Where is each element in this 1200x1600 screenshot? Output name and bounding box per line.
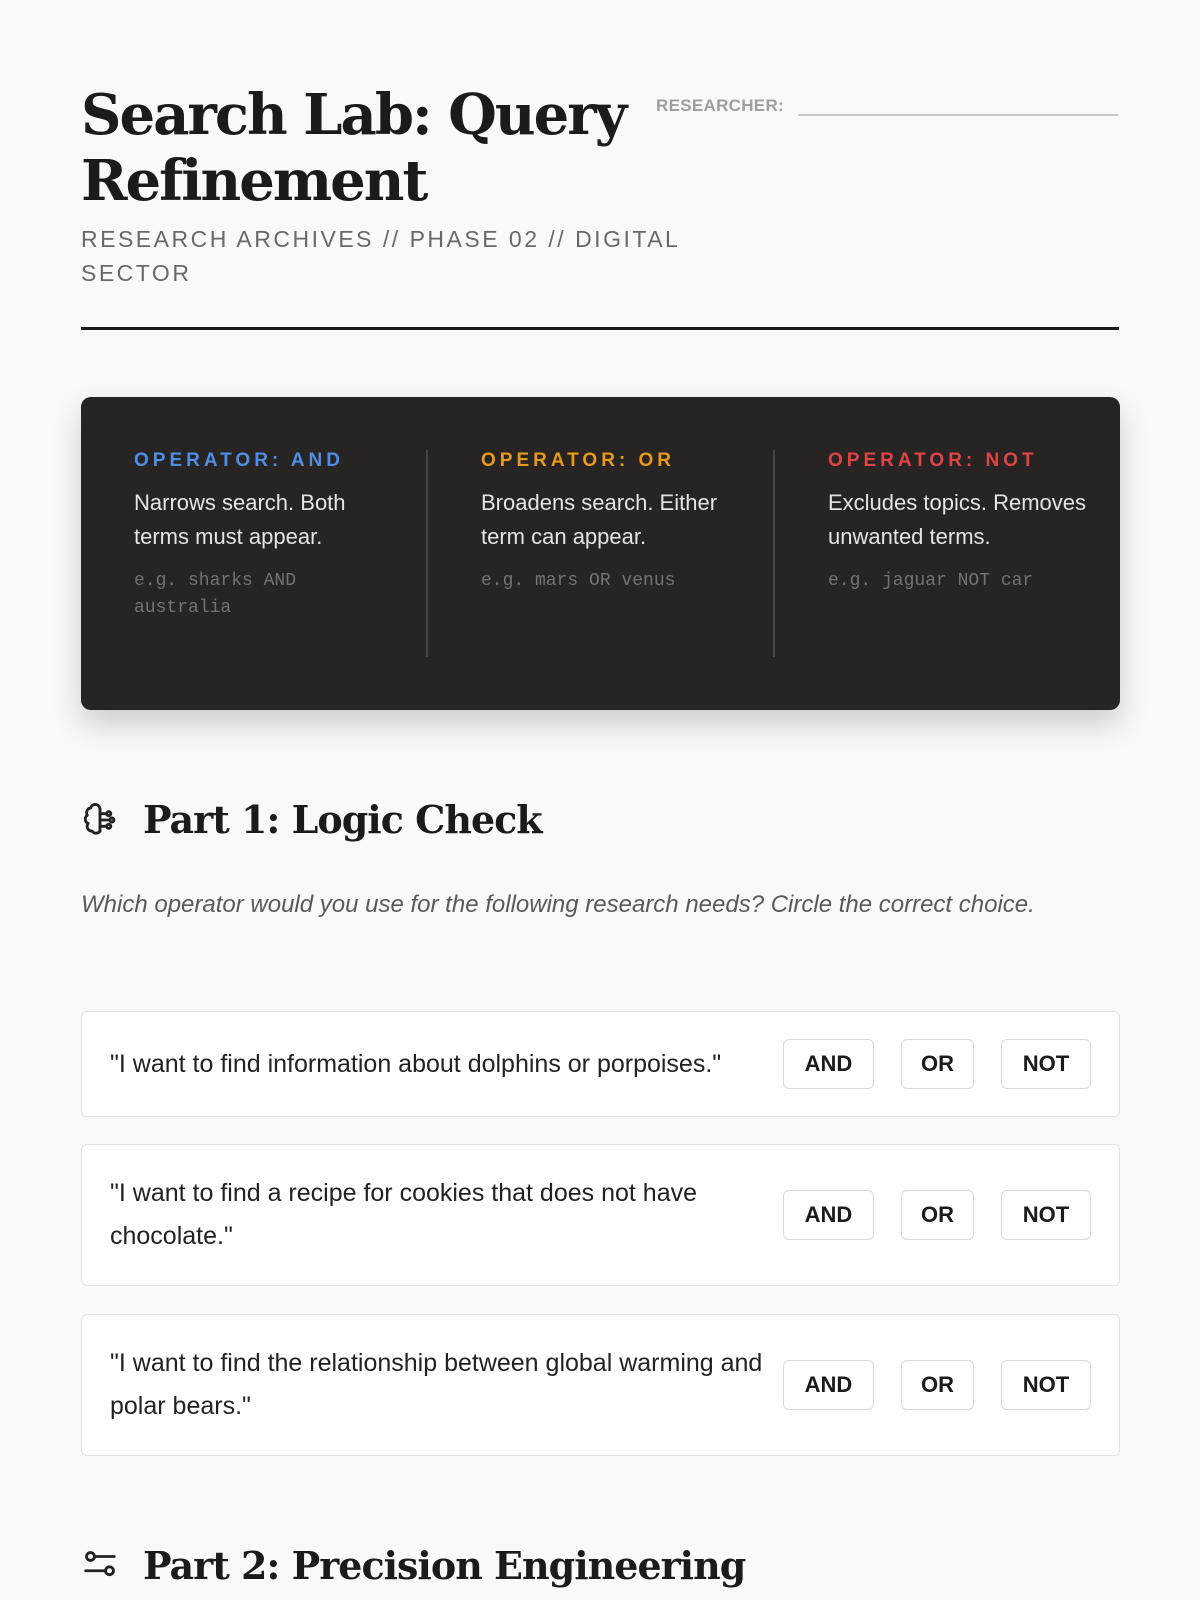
sliders-icon [81, 1547, 119, 1585]
operator-not-title: OPERATOR: NOT [828, 450, 1038, 471]
page-header [81, 0, 1119, 330]
question-3-not-button[interactable]: NOT [1001, 1360, 1091, 1410]
researcher-field-group [656, 88, 1118, 116]
researcher-label: RESEARCHER: [656, 96, 784, 115]
operator-not-description: Excludes topics. Removes unwanted terms. [828, 490, 1086, 549]
question-1-not-button[interactable]: NOT [1001, 1039, 1091, 1089]
question-card-3 [81, 1314, 1120, 1456]
question-2-not-button[interactable]: NOT [1001, 1190, 1091, 1240]
operator-and-example: e.g. sharks AND australia [134, 571, 297, 618]
operator-and-description: Narrows search. Both terms must appear. [134, 490, 346, 549]
operators-panel [81, 397, 1120, 710]
question-text-2: "I want to find a recipe for cookies that does not have chocolate." [110, 1179, 697, 1250]
question-3-choices [783, 1360, 1091, 1410]
question-1-choices [783, 1039, 1091, 1089]
operator-or-title: OPERATOR: OR [481, 450, 676, 471]
part1-title: Part 1: Logic Check [143, 797, 542, 842]
operator-and-title: OPERATOR: AND [134, 450, 344, 471]
operator-not-example: e.g. jaguar NOT car [828, 571, 1034, 591]
part1-instructions: Which operator would you use for the following research needs? Circle the correct choice. [81, 891, 1035, 918]
operator-or-example: e.g. mars OR venus [481, 571, 676, 591]
operator-and-card [81, 450, 426, 657]
question-1-or-button[interactable]: OR [901, 1039, 974, 1089]
operator-or-card [426, 450, 773, 657]
question-2-or-button[interactable]: OR [901, 1190, 974, 1240]
researcher-name-line[interactable] [798, 88, 1118, 116]
page-subtitle: RESEARCH ARCHIVES // PHASE 02 // DIGITAL SECTOR [81, 226, 680, 286]
question-text-1: "I want to find information about dolphins or porpoises." [110, 1049, 722, 1078]
part1-heading [81, 797, 542, 842]
question-2-choices [783, 1190, 1091, 1240]
part2-title: Part 2: Precision Engineering [143, 1543, 746, 1588]
operator-not-card [773, 450, 1120, 657]
page-title: Search Lab: Query Refinement [81, 82, 626, 214]
question-card-1 [81, 1011, 1120, 1117]
question-text-3: "I want to find the relationship between global warming and polar bears." [110, 1349, 763, 1420]
question-card-2 [81, 1144, 1120, 1286]
brain-icon [81, 801, 119, 839]
question-2-and-button[interactable]: AND [783, 1190, 874, 1240]
part2-heading [81, 1543, 745, 1588]
question-3-and-button[interactable]: AND [783, 1360, 874, 1410]
question-3-or-button[interactable]: OR [901, 1360, 974, 1410]
question-1-and-button[interactable]: AND [783, 1039, 874, 1089]
operator-or-description: Broadens search. Either term can appear. [481, 490, 718, 549]
